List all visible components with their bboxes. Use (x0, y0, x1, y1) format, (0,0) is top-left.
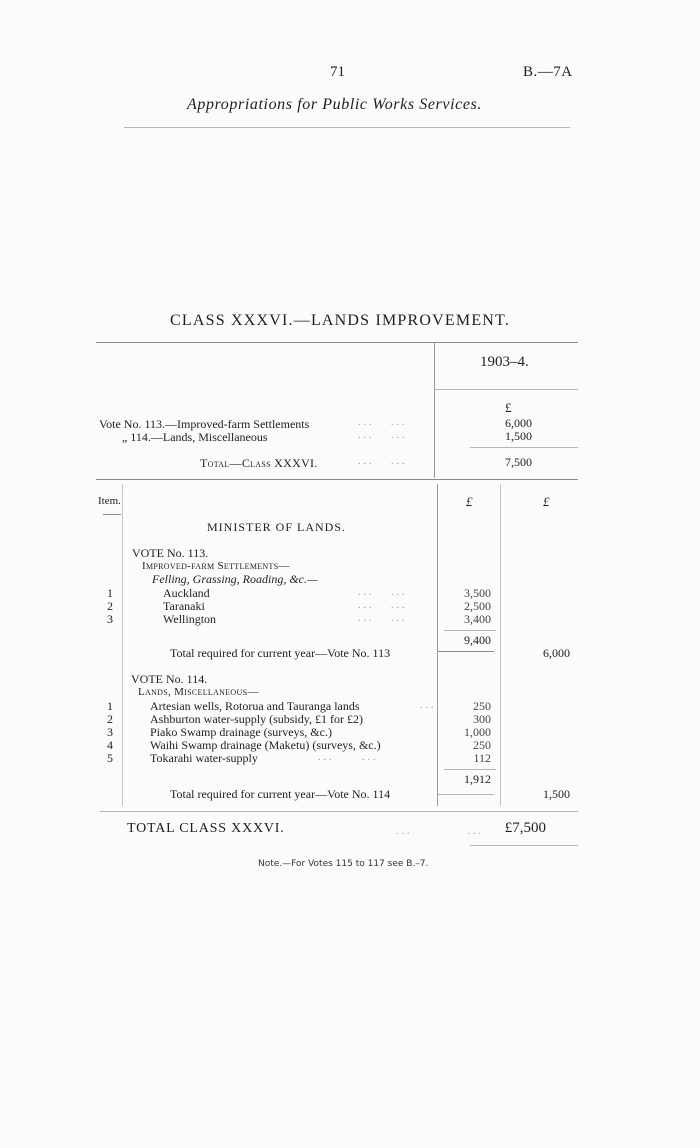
summary-total-label: Total—Class XXXVI. (200, 456, 318, 470)
summary-bottom-rule (96, 479, 578, 480)
leader-dots: ... (420, 700, 437, 711)
leader-dots: ... ... (318, 752, 379, 763)
line-item-amount: 2,500 (464, 599, 491, 613)
subtotal-rule (444, 769, 496, 770)
item-column-divider (122, 484, 123, 806)
leader-dots: ... ... (358, 456, 408, 467)
summary-top-rule (96, 342, 578, 343)
page-number: 71 (330, 64, 345, 80)
summary-column-divider (434, 342, 435, 478)
item-number: 2 (107, 712, 113, 726)
item-number: 2 (107, 599, 113, 613)
item-header-rule (103, 514, 121, 515)
vote-114-subtotal: 1,912 (464, 772, 491, 786)
amount-column-divider (437, 484, 438, 806)
line-item-amount: 112 (473, 751, 491, 765)
summary-year-header: 1903–4. (480, 354, 529, 370)
running-title: Appropriations for Public Works Services. (187, 96, 482, 113)
summary-vote-label: „ 114.—Lands, Miscellaneous (122, 430, 268, 444)
line-item-label: Artesian wells, Rotorua and Tauranga lands (150, 699, 360, 713)
footnote: Note.—For Votes 115 to 117 see B.–7. (258, 859, 429, 869)
vote-113-category: Felling, Grassing, Roading, &c.— (152, 572, 318, 586)
leader-dots: ... ... (358, 430, 408, 441)
vote-113-total-label: Total required for current year—Vote No. 113 (170, 646, 391, 660)
vote-113-subtotal: 9,400 (464, 633, 491, 647)
line-item-amount: 250 (473, 738, 491, 752)
leader-dots: ... ... (358, 587, 408, 598)
vote-113-required-amount: 6,000 (543, 646, 570, 660)
vote-114-total-label: Total required for current year—Vote No. 114 (170, 787, 391, 801)
item-number: 4 (107, 738, 113, 752)
item-number: 1 (107, 586, 113, 600)
subtotal-underline (438, 651, 494, 652)
item-number: 3 (107, 612, 113, 626)
grand-total-top-rule (100, 811, 578, 812)
vote-113-subheading: Improved-farm Settlements— (142, 560, 290, 572)
total-column-divider (500, 484, 501, 806)
vote-113-heading: VOTE No. 113. (132, 546, 209, 560)
item-number: 1 (107, 699, 113, 713)
line-item-amount: 3,500 (464, 586, 491, 600)
line-item-amount: 250 (473, 699, 491, 713)
summary-vote-amount: 1,500 (505, 429, 532, 443)
subtotal-rule (444, 630, 496, 631)
line-item-label: Auckland (163, 586, 210, 600)
grand-total-bottom-rule (470, 845, 578, 846)
line-item-label: Ashburton water-supply (subsidy, £1 for £2) (150, 712, 363, 726)
summary-vote-label: Vote No. 113.—Improved-farm Settlements (99, 417, 310, 431)
vote-114-subheading: Lands, Miscellaneous— (138, 686, 259, 698)
line-item-label: Waihi Swamp drainage (Maketu) (surveys, &c.) (150, 738, 381, 752)
line-item-amount: 300 (473, 712, 491, 726)
line-item-amount: 3,400 (464, 612, 491, 626)
item-number: 5 (107, 751, 113, 765)
summary-year-rule (434, 389, 578, 390)
line-item-amount: 1,000 (464, 725, 491, 739)
item-number: 3 (107, 725, 113, 739)
class-title: CLASS XXXVI.—LANDS IMPROVEMENT. (170, 312, 511, 329)
detail-currency-symbol: £ (466, 494, 473, 509)
summary-total-rule (470, 447, 578, 448)
leader-dots: ... ... (358, 417, 408, 428)
minister-heading: MINISTER OF LANDS. (207, 520, 347, 534)
subtotal-underline (438, 794, 494, 795)
line-item-label: Wellington (163, 612, 217, 626)
line-item-label: Piako Swamp drainage (surveys, &c.) (150, 725, 332, 739)
line-item-label: Tokarahi water-supply (150, 751, 258, 765)
line-item-label: Taranaki (163, 599, 205, 613)
detail-currency-symbol: £ (543, 494, 550, 509)
vote-114-heading: VOTE No. 114. (131, 672, 208, 686)
header-rule (124, 127, 570, 128)
vote-114-required-amount: 1,500 (543, 787, 570, 801)
leader-dots: ... ... (396, 826, 484, 837)
grand-total-amount: £7,500 (504, 820, 546, 836)
item-column-header: Item. (98, 495, 121, 507)
leader-dots: ... ... (358, 613, 408, 624)
leader-dots: ... ... (358, 600, 408, 611)
summary-total-amount: 7,500 (505, 455, 532, 469)
grand-total-label: TOTAL CLASS XXXVI. (127, 821, 285, 836)
summary-currency-symbol: £ (505, 400, 512, 415)
document-reference: B.—7A (523, 64, 573, 80)
summary-vote-amount: 6,000 (505, 416, 532, 430)
